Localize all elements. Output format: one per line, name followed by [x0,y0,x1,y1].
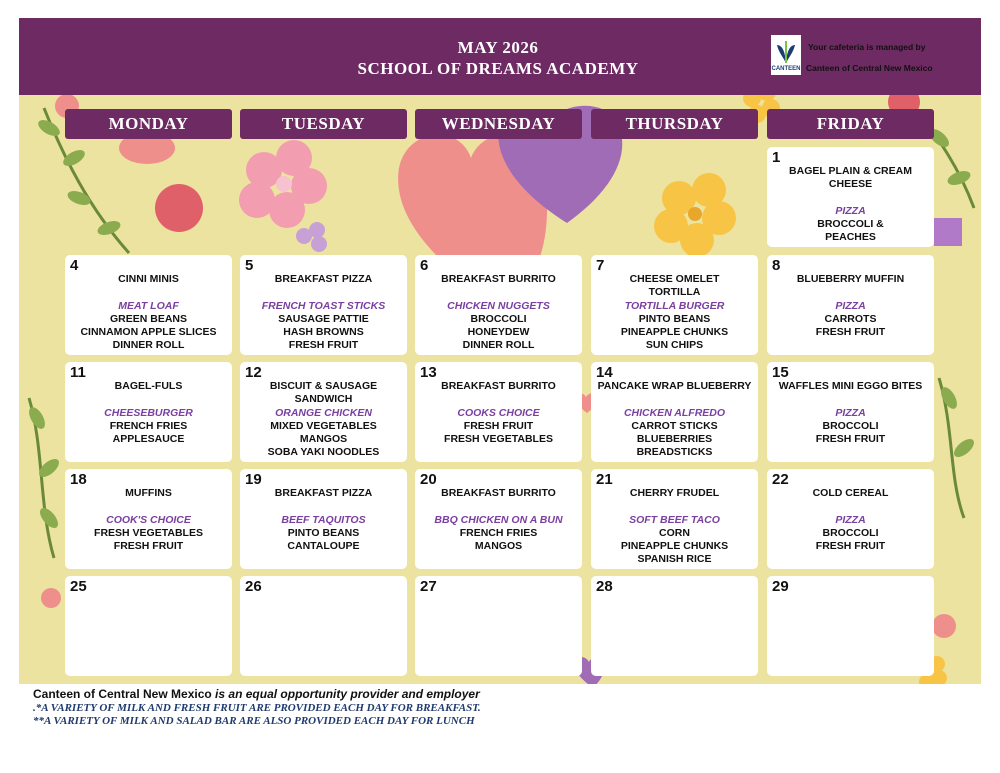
menu-item: CHEESE OMELET [629,273,720,285]
date-number: 7 [596,257,605,274]
day-cell [767,362,934,462]
menu-item: CARROT STICKS [631,419,718,432]
menu-item: BREAKFAST BURRITO [441,380,556,392]
menu-items [242,380,405,460]
date-number: 27 [420,578,437,595]
day-cell [240,469,407,569]
menu-item: TORTILLA [648,286,701,299]
spacer [67,286,230,299]
menu-item: COLD CEREAL [812,487,889,499]
spacer [67,500,230,513]
menu-item: BREAKFAST BURRITO [441,273,556,285]
spacer [417,286,580,299]
date-number: 14 [596,364,613,381]
day-cell [65,576,232,676]
entree-item: SOFT BEEF TACO [629,513,720,526]
menu-item: SOBA YAKI NOODLES [267,446,380,459]
entree-item: PIZZA [835,406,866,419]
menu-item: CORN [659,526,690,539]
day-cell [591,469,758,569]
day-cell [65,255,232,355]
entree-item: COOKS CHOICE [457,406,540,419]
menu-item: FRENCH FRIES [459,526,538,539]
menu-item: BISCUIT & SAUSAGE [269,380,378,392]
menu-items [769,380,932,446]
date-number: 22 [772,471,789,488]
calendar-poster [19,18,981,684]
menu-item: CINNI MINIS [118,273,179,285]
spacer [417,393,580,406]
menu-item: CARROTS [824,312,877,325]
menu-item: PINEAPPLE CHUNKS [620,326,729,339]
menu-items [242,487,405,553]
menu-item: MANGOS [474,540,523,553]
date-number: 25 [70,578,87,595]
day-cell [767,255,934,355]
date-number: 18 [70,471,87,488]
canteen-leaf-icon [771,37,801,67]
menu-items [417,273,580,353]
day-cell [240,576,407,676]
lunch-note: **A VARIETY OF MILK AND SALAD BAR ARE ALSO PROVIDED EACH DAY FOR LUNCH [33,715,475,727]
menu-item: BROCCOLI & [817,218,884,231]
entree-item: MEAT LOAF [118,299,179,312]
menu-items [769,165,932,245]
date-number: 15 [772,364,789,381]
date-number: 12 [245,364,262,381]
entree-item: CHICKEN ALFREDO [623,406,726,419]
date-number: 5 [245,257,254,274]
menu-items [417,380,580,446]
day-cell [415,576,582,676]
day-header-thursday: THURSDAY [591,109,758,139]
entree-item: TORTILLA BURGER [624,299,725,312]
menu-item: APPLESAUCE [112,433,185,446]
menu-items [593,380,756,460]
day-cell [415,362,582,462]
menu-item: BROCCOLI [822,419,879,432]
date-number: 26 [245,578,262,595]
menu-items [67,273,230,353]
menu-item: FRESH VEGETABLES [94,526,203,539]
menu-item: FRENCH FRIES [109,419,188,432]
date-number: 21 [596,471,613,488]
menu-item: BAGEL-FULS [114,380,183,392]
menu-item: PANCAKE WRAP BLUEBERRY [597,380,752,392]
school-name: SCHOOL OF DREAMS ACADEMY [357,59,639,78]
menu-item: MUFFINS [125,487,172,499]
menu-item: FRESH FRUIT [113,540,184,553]
menu-item: BREAKFAST PIZZA [274,273,373,285]
menu-item: MIXED VEGETABLES [270,419,377,432]
menu-item: BROCCOLI [470,312,527,325]
date-number: 11 [70,364,86,381]
day-header-wednesday: WEDNESDAY [415,109,582,139]
day-cell [591,362,758,462]
provider-statement: is an equal opportunity provider and employer [211,687,480,701]
date-number: 19 [245,471,262,488]
menu-item: DINNER ROLL [462,339,535,352]
day-cell [591,576,758,676]
entree-item: FRENCH TOAST STICKS [261,299,386,312]
date-number: 1 [772,149,781,166]
date-number: 29 [772,578,789,595]
menu-item: FRESH FRUIT [463,419,534,432]
menu-item: CHEESE [828,178,873,191]
date-number: 8 [772,257,781,274]
menu-item: BAGEL PLAIN & CREAM [789,165,912,177]
menu-item: BREADSTICKS [636,446,713,459]
spacer [593,393,756,406]
day-header-friday: FRIDAY [767,109,934,139]
spacer [769,192,932,205]
menu-item: FRESH VEGETABLES [444,433,553,446]
equal-opportunity-statement [33,687,973,702]
day-cell [65,469,232,569]
menu-item: MANGOS [299,433,348,446]
date-number: 4 [70,257,79,274]
day-cell [767,147,934,247]
date-number: 6 [420,257,429,274]
menu-item: GREEN BEANS [109,312,187,325]
spacer [769,286,932,299]
day-header-monday: MONDAY [65,109,232,139]
day-cell [240,255,407,355]
entree-item: CHEESEBURGER [104,406,193,419]
provider-name: Canteen of Central New Mexico [33,687,212,701]
date-number: 28 [596,578,613,595]
menu-item: WAFFLES MINI EGGO BITES [778,380,923,392]
entree-item: PIZZA [835,513,866,526]
menu-items [593,487,756,567]
menu-item: SPANISH RICE [637,553,712,566]
menu-item: BREAKFAST BURRITO [441,487,556,499]
spacer [417,500,580,513]
date-number: 13 [420,364,437,381]
day-cell [767,576,934,676]
menu-item: PINTO BEANS [638,312,711,325]
menu-items [769,273,932,339]
menu-item: FRESH FRUIT [815,433,886,446]
day-cell [767,469,934,569]
day-cell [65,362,232,462]
footer [33,687,973,728]
menu-item: SANDWICH [294,393,353,406]
day-cell [415,255,582,355]
day-header-tuesday: TUESDAY [240,109,407,139]
menu-item: CINNAMON APPLE SLICES [80,326,217,339]
canteen-logo-text: CANTEEN [771,66,801,72]
month-title: MAY 2026 [457,38,539,57]
menu-item: BREAKFAST PIZZA [274,487,373,499]
breakfast-note: .*A VARIETY OF MILK AND FRESH FRUIT ARE PROVIDED EACH DAY FOR BREAKFAST. [33,702,481,714]
spacer [67,393,230,406]
entree-item: PIZZA [835,299,866,312]
menu-item: FRESH FRUIT [815,540,886,553]
menu-item: PEACHES [825,231,876,244]
menu-item: SAUSAGE PATTIE [278,312,369,325]
header-banner [19,18,981,95]
canteen-logo [771,35,801,75]
menu-item: PINTO BEANS [287,526,360,539]
spacer [593,500,756,513]
menu-item: BROCCOLI [822,526,879,539]
menu-items [242,273,405,353]
day-cell [240,362,407,462]
menu-item: FRESH FRUIT [288,339,359,352]
menu-items [67,380,230,446]
spacer [769,500,932,513]
menu-items [593,273,756,353]
menu-items [769,487,932,553]
menu-item: SUN CHIPS [645,339,704,352]
day-cell [591,255,758,355]
menu-item: HASH BROWNS [283,326,364,339]
menu-item: FRESH FRUIT [815,326,886,339]
entree-item: PIZZA [835,204,866,217]
menu-item: DINNER ROLL [112,339,185,352]
managed-by-line-1: Your cafeteria is managed by [808,42,926,52]
menu-items [417,487,580,553]
menu-item: HONEYDEW [467,326,530,339]
spacer [769,393,932,406]
entree-item: CHICKEN NUGGETS [447,299,550,312]
entree-item: ORANGE CHICKEN [275,406,372,419]
menu-item: BLUEBERRY MUFFIN [796,273,905,285]
menu-item: CHERRY FRUDEL [629,487,720,499]
day-cell [415,469,582,569]
spacer [242,500,405,513]
spacer [242,286,405,299]
managed-by-line-2: Canteen of Central New Mexico [806,63,933,73]
menu-items [67,487,230,553]
entree-item: BEEF TAQUITOS [281,513,366,526]
menu-item: BLUEBERRIES [636,433,713,446]
menu-item: CANTALOUPE [287,540,360,553]
entree-item: BBQ CHICKEN ON A BUN [434,513,563,526]
date-number: 20 [420,471,437,488]
entree-item: COOK'S CHOICE [106,513,191,526]
menu-item: PINEAPPLE CHUNKS [620,540,729,553]
